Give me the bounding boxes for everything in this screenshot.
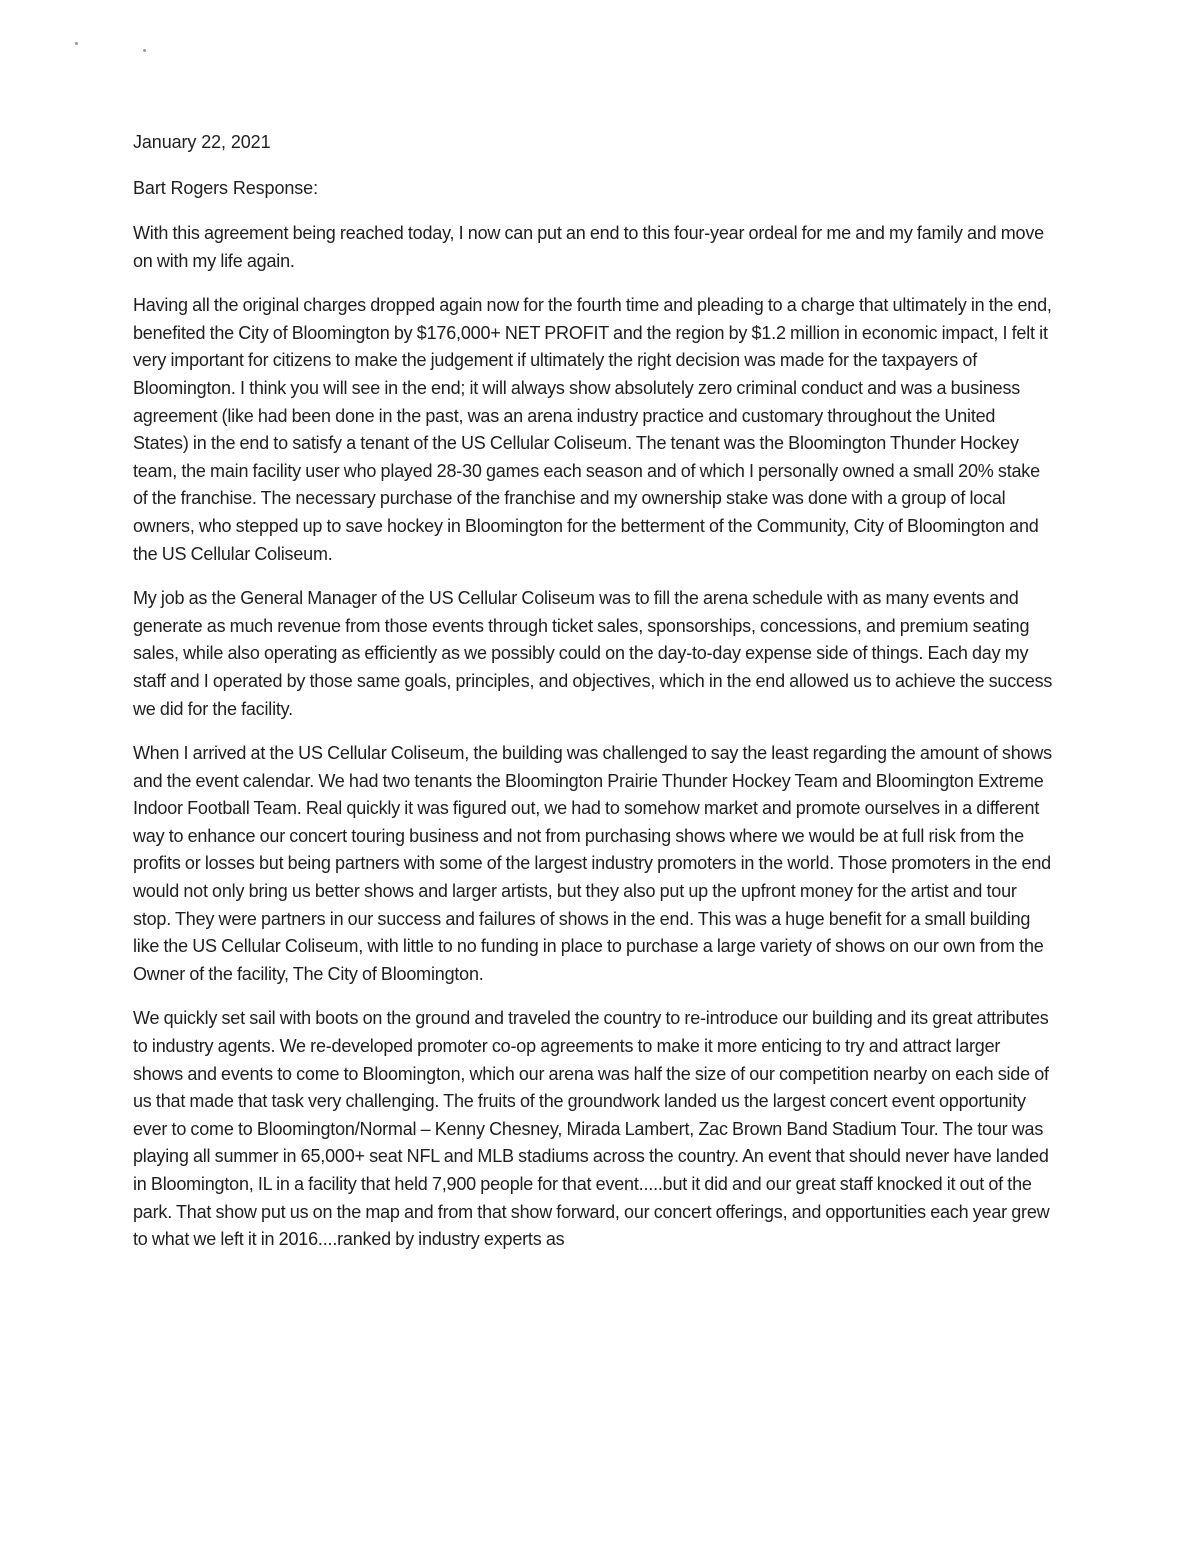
scan-speck xyxy=(143,49,146,52)
letter-page xyxy=(133,128,1053,1271)
letter-date: January 22, 2021 xyxy=(133,132,271,152)
scan-speck xyxy=(75,42,78,45)
letter-paragraph: Having all the original charges dropped again now for the fourth time and pleading to a charge that ultimately in the end, benefited the City of Bloomington by $176,000+ NET PROFIT and the region by $1.2 million in economic impact, I felt it very important for citizens to make the judgement if ultimately the right decision was made for the taxpayers of Bloomington. I think you will see in the end; it will always show absolutely zero criminal conduct and was a business agreement (like had been done in the past, was an arena industry practice and customary throughout the United States) in the end to satisfy a tenant of the US Cellular Coliseum. The tenant was the Bloomington Thunder Hockey team, the main facility user who played 28-30 games each season and of which I personally owned a small 20% stake of the franchise. The necessary purchase of the franchise and my ownership stake was done with a group of local owners, who stepped up to save hockey in Bloomington for the betterment of the Community, City of Bloomington and the US Cellular Coliseum. xyxy=(133,295,1052,564)
letter-heading: Bart Rogers Response: xyxy=(133,178,318,198)
letter-paragraph: When I arrived at the US Cellular Coliseum, the building was challenged to say the least regarding the amount of shows and the event calendar. We had two tenants the Bloomington Prairie Thunder Hockey Team and Bloomington Extreme Indoor Football Team. Real quickly it was figured out, we had to somehow market and promote ourselves in a different way to enhance our concert touring business and not from purchasing shows where we would be at full risk from the profits or losses but being partners with some of the largest industry promoters in the world. Those promoters in the end would not only bring us better shows and larger artists, but they also put up the upfront money for the artist and tour stop. They were partners in our success and failures of shows in the end. This was a huge benefit for a small building like the US Cellular Coliseum, with little to no funding in place to purchase a large variety of shows on our own from the Owner of the facility, The City of Bloomington. xyxy=(133,743,1052,984)
letter-paragraph: With this agreement being reached today, I now can put an end to this four-year ordeal for me and my family and move on with my life again. xyxy=(133,223,1044,271)
letter-paragraph: My job as the General Manager of the US Cellular Coliseum was to fill the arena schedule with as many events and generate as much revenue from those events through ticket sales, sponsorships, concessions, and premium seating sales, while also operating as efficiently as we possibly could on the day-to-day expense side of things. Each day my staff and I operated by those same goals, principles, and objectives, which in the end allowed us to achieve the success we did for the facility. xyxy=(133,588,1053,719)
letter-paragraph: We quickly set sail with boots on the ground and traveled the country to re-introduce our building and its great attributes to industry agents. We re-developed promoter co-op agreements to make it more enticing to try and attract larger shows and events to come to Bloomington, which our arena was half the size of our competition nearby on each side of us that made that task very challenging. The fruits of the groundwork landed us the largest concert event opportunity ever to come to Bloomington/Normal – Kenny Chesney, Mirada Lambert, Zac Brown Band Stadium Tour. The tour was playing all summer in 65,000+ seat NFL and MLB stadiums across the country. An event that should never have landed in Bloomington, IL in a facility that held 7,900 people for that event.....but it did and our great staff knocked it out of the park. That show put us on the map and from that show forward, our concert offerings, and opportunities each year grew to what we left it in 2016....ranked by industry experts as xyxy=(133,1008,1050,1250)
